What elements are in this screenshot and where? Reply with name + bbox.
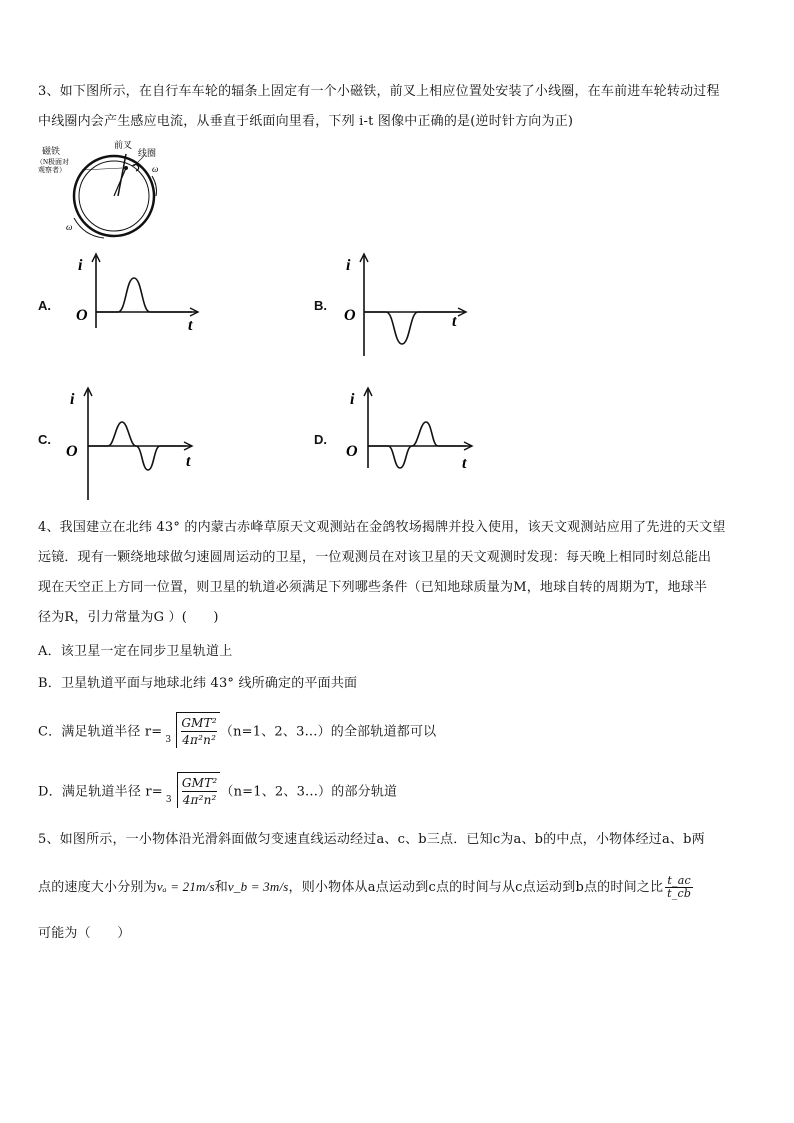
q4-line-2: 远镜．现有一颗绕地球做匀速圆周运动的卫星，一位观测员在对该卫星的天文观测时发现：每天晚上相同时刻总能出 (38, 550, 712, 565)
q4-option-a: A．该卫星一定在同步卫星轨道上 (38, 644, 233, 659)
x-label: t (188, 317, 193, 330)
q4-line-3: 现在天空正上方同一位置，则卫星的轨道必须满足下列哪些条件（已知地球质量为M，地球自转的周期为T，地球半 (38, 580, 708, 595)
radicand (177, 772, 221, 808)
q3-line-2: 中线圈内会产生感应电流，从垂直于纸面向里看，下列 i-t 图像中正确的是(逆时针方向为正) (38, 114, 574, 129)
graph-d-option-label: D. (314, 432, 327, 447)
x-label: t (186, 453, 191, 470)
q4-option-c-suffix: （n=1、2、3...）的全部轨道都可以 (219, 724, 437, 740)
radicand-denominator: 4π²n² (182, 733, 217, 747)
radicand (176, 712, 220, 748)
radicand-numerator: GMT² (181, 776, 218, 790)
curve (364, 312, 460, 344)
time-ratio-fraction (665, 875, 693, 900)
q5-line-3: 可能为（ ） (38, 926, 131, 941)
graph-d (344, 384, 484, 470)
q5-line-2-prefix: 点的速度大小分别为 (38, 880, 157, 895)
curve (88, 422, 186, 470)
q4-option-d (38, 772, 758, 816)
q4-option-d-suffix: （n=1、2、3...）的部分轨道 (220, 784, 398, 800)
time-ratio-numerator: t_ac (665, 875, 693, 888)
label-omega-bottom: ω (66, 222, 73, 232)
q5-line-2 (38, 872, 758, 908)
graph-a (72, 250, 212, 330)
time-ratio-denominator: t_cb (667, 887, 692, 900)
label-magnet-note-2: 观察者） (38, 166, 66, 174)
origin-label: O (66, 443, 78, 460)
q5-and: 和 (214, 880, 228, 895)
label-fork: 前叉 (114, 140, 133, 150)
graph-c (64, 384, 204, 502)
label-magnet-note-1: （N极面对 (36, 158, 70, 166)
cube-root-expression (162, 712, 220, 752)
q5-line-2-middle: ，则小物体从a点运动到c点的时间与从c点运动到b点的时间之比 (288, 880, 664, 895)
graph-b-option-label: B. (314, 298, 327, 313)
label-omega-right: ω (152, 164, 159, 174)
q3-line-1: 3、如下图所示，在自行车车轮的辐条上固定有一个小磁铁，前叉上相应位置处安装了小线圈，在车前进车轮转动过程 (38, 84, 720, 99)
graph-c-option-label: C. (38, 432, 51, 447)
q4-option-d-prefix: D．满足轨道半径 r= (38, 784, 163, 800)
root-index: 3 (165, 795, 172, 805)
fork-line (118, 154, 126, 196)
graph-a-option-label: A. (38, 298, 51, 313)
q4-option-b: B．卫星轨道平面与地球北纬 43° 线所确定的平面共面 (38, 676, 358, 691)
magnet-dot (124, 166, 128, 170)
label-coil: 线圈 (138, 148, 157, 158)
origin-label: O (344, 307, 356, 324)
q5-line-1: 5、如图所示，一小物体沿光滑斜面做匀变速直线运动经过a、c、b三点．已知c为a、b的中点，小物体经过a、b两 (38, 832, 705, 847)
x-label: t (452, 313, 457, 330)
magnet-leader-line (82, 168, 122, 170)
label-magnet: 磁铁 (42, 146, 61, 156)
origin-label: O (346, 443, 358, 460)
y-label: i (346, 257, 351, 274)
curve (96, 278, 192, 312)
graph-b (340, 250, 480, 358)
y-label: i (70, 391, 75, 408)
q4-line-1: 4、我国建立在北纬 43° 的内蒙古赤峰草原天文观测站在金鸽牧场揭牌并投入使用，该天文观测站应用了先进的天文望 (38, 520, 726, 535)
radicand-denominator: 4π²n² (182, 793, 217, 807)
velocity-b: v_b = 3m/s (227, 879, 289, 894)
origin-label: O (76, 307, 88, 324)
q4-option-c (38, 712, 758, 756)
radicand-numerator: GMT² (181, 716, 217, 730)
bicycle-wheel-figure (34, 140, 174, 240)
x-label: t (462, 455, 467, 470)
curve (368, 422, 466, 468)
y-label: i (350, 391, 355, 408)
y-label: i (78, 257, 83, 274)
root-index: 3 (165, 735, 172, 745)
q4-line-4: 径为R，引力常量为G ）( ) (38, 610, 219, 625)
cube-root-expression (163, 772, 221, 812)
q4-option-c-prefix: C．满足轨道半径 r= (38, 724, 163, 740)
velocity-a: vₐ = 21m/s (156, 879, 215, 894)
